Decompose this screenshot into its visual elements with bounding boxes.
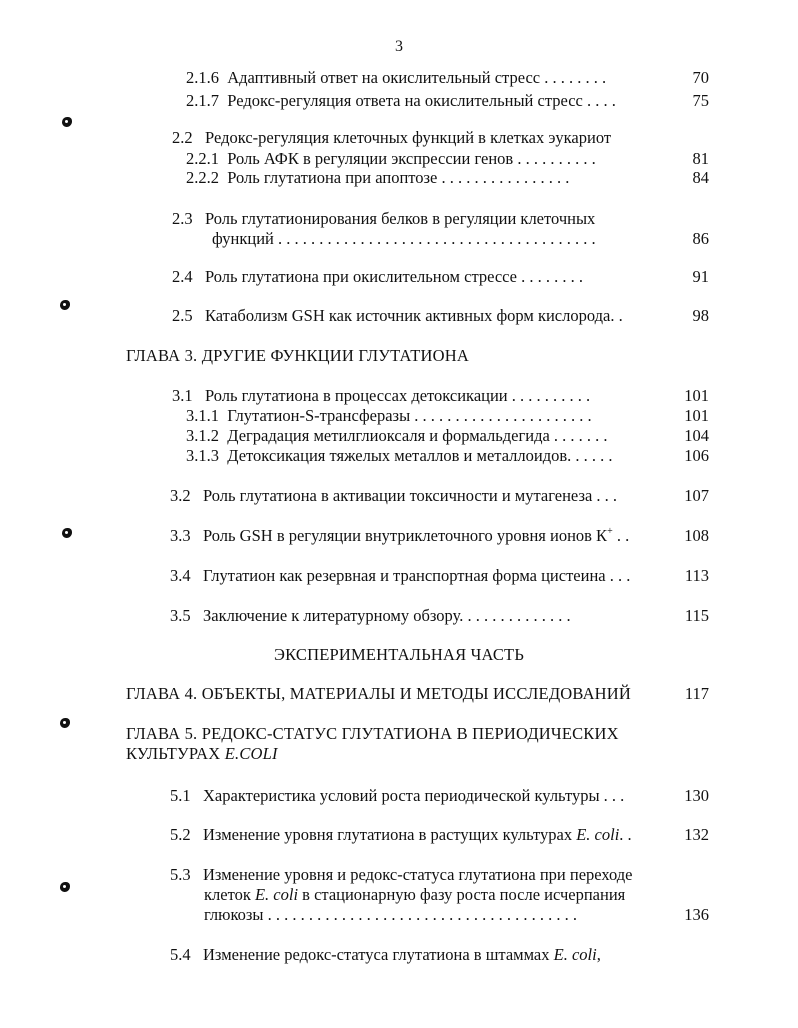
scan-mark-icon [62, 117, 72, 127]
toc-entry-5-3-continued-1[interactable] [204, 885, 625, 905]
entry-number: 2.2.2 [186, 168, 219, 187]
leader-dots: . . . . . . . . . . . . . . . . . . . . . . . . . . . . . . . . . . . . . . [263, 905, 578, 924]
entry-title: Характеристика условий роста периодической культуры [203, 786, 600, 805]
entry-title: Глутатион как резервная и транспортная форма цистеина [203, 566, 606, 585]
toc-entry-2-4[interactable] [172, 267, 583, 287]
toc-entry-3-3[interactable] [170, 526, 629, 546]
entry-title: Изменение уровня глутатиона в растущих культурах [203, 825, 577, 844]
toc-entry-2-2-1[interactable] [186, 149, 596, 169]
entry-title-continued: глюкозы [204, 905, 264, 924]
entry-number: 2.2 [172, 128, 193, 147]
entry-number: 3.3 [170, 526, 191, 545]
entry-number: 3.4 [170, 566, 191, 585]
leader-dots: . . . . . . . [549, 426, 608, 445]
entry-title-continued: в стационарную фазу роста после исчерпания [298, 885, 626, 904]
leader-dots: . . . . . . . . [540, 68, 607, 87]
organism-name: E. coli [553, 945, 597, 964]
entry-title: Роль GSH в регуляции внутриклеточного уровня ионов К [203, 526, 608, 545]
leader-dots: . . . . . . . . . . . . . . [459, 606, 571, 625]
entry-title: Глутатион-S-трансферазы [227, 406, 411, 425]
entry-page: 98 [692, 306, 709, 325]
scan-mark-icon [60, 300, 70, 310]
toc-entry-3-1[interactable] [172, 386, 590, 406]
chapter-4-heading[interactable]: ГЛАВА 4. ОБЪЕКТЫ, МАТЕРИАЛЫ И МЕТОДЫ ИССЛЕДОВАНИЙ [126, 684, 632, 703]
entry-title: Роль глутатионирования белков в регуляции клеточных [205, 209, 596, 228]
leader-dots: . . [612, 526, 630, 545]
entry-page: 75 [692, 91, 709, 110]
entry-title: Детоксикация тяжелых металлов и металлоидов. [227, 446, 572, 465]
entry-title: Адаптивный ответ на окислительный стресс [227, 68, 541, 87]
chapter-5-heading-continued[interactable] [126, 744, 278, 764]
entry-title: Редокс-регуляция клеточных функций в клетках эукариот [205, 128, 612, 147]
entry-number: 3.1.2 [186, 426, 219, 445]
entry-number: 3.2 [170, 486, 191, 505]
chapter-5-heading[interactable]: ГЛАВА 5. РЕДОКС-СТАТУС ГЛУТАТИОНА В ПЕРИОДИЧЕСКИХ [126, 724, 619, 743]
entry-title: Заключение к литературному обзору [203, 606, 460, 625]
entry-title: Роль глутатиона при окислительном стрессе [205, 267, 518, 286]
entry-page: 106 [684, 446, 709, 465]
entry-page: 101 [684, 386, 709, 405]
entry-title-continued: функций [212, 229, 274, 248]
entry-number: 3.1 [172, 386, 193, 405]
toc-entry-2-2-2[interactable] [186, 168, 569, 188]
toc-entry-2-1-6[interactable] [186, 68, 606, 88]
entry-number: 3.1.3 [186, 446, 219, 465]
entry-title-tail: , [596, 945, 601, 964]
entry-title: Роль глутатиона при апоптозе [227, 168, 438, 187]
organism-name: E. coli [576, 825, 620, 844]
entry-page: 91 [692, 267, 709, 286]
entry-title: Деградация метилглиоксаля и формальдегида [227, 426, 550, 445]
leader-dots: . [614, 306, 623, 325]
organism-name: E. coli [254, 885, 299, 904]
entry-page: 84 [692, 168, 709, 187]
leader-dots: . . . . . . . . [517, 267, 584, 286]
entry-title: Изменение уровня и редокс-статуса глутатиона при переходе [203, 865, 633, 884]
entry-title: Роль глутатиона в активации токсичности и мутагенеза [203, 486, 593, 505]
heading-continued: КУЛЬТУРАХ [126, 744, 225, 763]
superscript: + [607, 526, 613, 537]
entry-page: 113 [684, 566, 709, 585]
toc-entry-2-3[interactable] [172, 209, 595, 229]
leader-dots: . . . . . . . . . . . . . . . . . . . . . . . . . . . . . . . . . . . . . . . [273, 229, 596, 248]
leader-dots: . . [619, 825, 632, 844]
entry-title: Роль АФК в регуляции экспрессии генов [227, 149, 514, 168]
leader-dots: . . . . . . . . . . . . . . . . [437, 168, 570, 187]
entry-title: Роль глутатиона в процессах детоксикации [205, 386, 508, 405]
entry-page: 108 [684, 526, 709, 545]
organism-name: E.COLI [224, 744, 278, 763]
toc-entry-5-3[interactable] [170, 865, 633, 885]
toc-entry-2-5[interactable] [172, 306, 623, 326]
toc-entry-2-3-continued[interactable] [212, 229, 596, 249]
entry-page: 132 [684, 825, 709, 844]
scan-mark-icon [62, 528, 72, 538]
entry-page: 115 [684, 606, 709, 625]
toc-entry-5-1[interactable] [170, 786, 624, 806]
leader-dots: . . . . . . . . . . [513, 149, 596, 168]
entry-number: 2.1.6 [186, 68, 219, 87]
entry-number: 5.2 [170, 825, 191, 844]
entry-number: 2.4 [172, 267, 193, 286]
entry-page: 136 [684, 905, 709, 924]
entry-title: Редокс-регуляция ответа на окислительный стресс [227, 91, 583, 110]
leader-dots: . . . [599, 786, 625, 805]
toc-entry-3-1-3[interactable] [186, 446, 613, 466]
entry-page: 101 [684, 406, 709, 425]
page-number: 3 [395, 38, 403, 55]
scan-mark-icon [60, 882, 70, 892]
chapter-3-heading[interactable]: ГЛАВА 3. ДРУГИЕ ФУНКЦИИ ГЛУТАТИОНА [126, 346, 469, 365]
toc-entry-3-1-1[interactable] [186, 406, 592, 426]
entry-page: 107 [684, 486, 709, 505]
entry-page: 104 [684, 426, 709, 445]
entry-number: 2.5 [172, 306, 193, 325]
entry-number: 2.2.1 [186, 149, 219, 168]
toc-entry-3-2[interactable] [170, 486, 617, 506]
toc-entry-5-4[interactable] [170, 945, 601, 965]
leader-dots: . . . [605, 566, 631, 585]
entry-number: 2.1.7 [186, 91, 219, 110]
scan-mark-icon [60, 718, 70, 728]
entry-page: 130 [684, 786, 709, 805]
toc-entry-2-1-7[interactable] [186, 91, 616, 111]
toc-entry-2-2[interactable] [172, 128, 611, 148]
entry-number: 5.1 [170, 786, 191, 805]
toc-entry-5-2[interactable] [170, 825, 632, 845]
leader-dots: . . . . [582, 91, 616, 110]
leader-dots: . . . . . . . . . . [507, 386, 591, 405]
toc-entry-5-3-continued-2[interactable] [204, 905, 577, 925]
toc-entry-3-4[interactable] [170, 566, 630, 586]
toc-entry-3-5[interactable] [170, 606, 571, 626]
entry-number: 5.4 [170, 945, 191, 964]
leader-dots: . . . . . [571, 446, 613, 465]
entry-page: 81 [692, 149, 709, 168]
leader-dots: . . . . . . . . . . . . . . . . . . . . . . [410, 406, 592, 425]
experimental-part-heading[interactable]: ЭКСПЕРИМЕНТАЛЬНАЯ ЧАСТЬ [273, 645, 525, 664]
entry-title-continued: клеток [204, 885, 255, 904]
entry-page: 86 [692, 229, 709, 248]
entry-number: 3.5 [170, 606, 191, 625]
toc-entry-3-1-2[interactable] [186, 426, 608, 446]
leader-dots: . . . [592, 486, 618, 505]
entry-page: 70 [692, 68, 709, 87]
entry-number: 5.3 [170, 865, 191, 884]
entry-title: Катаболизм GSH как источник активных форм кислорода. [205, 306, 615, 325]
entry-page: 117 [684, 684, 709, 703]
entry-number: 2.3 [172, 209, 193, 228]
entry-title: Изменение редокс-статуса глутатиона в штаммах [203, 945, 554, 964]
entry-number: 3.1.1 [186, 406, 219, 425]
